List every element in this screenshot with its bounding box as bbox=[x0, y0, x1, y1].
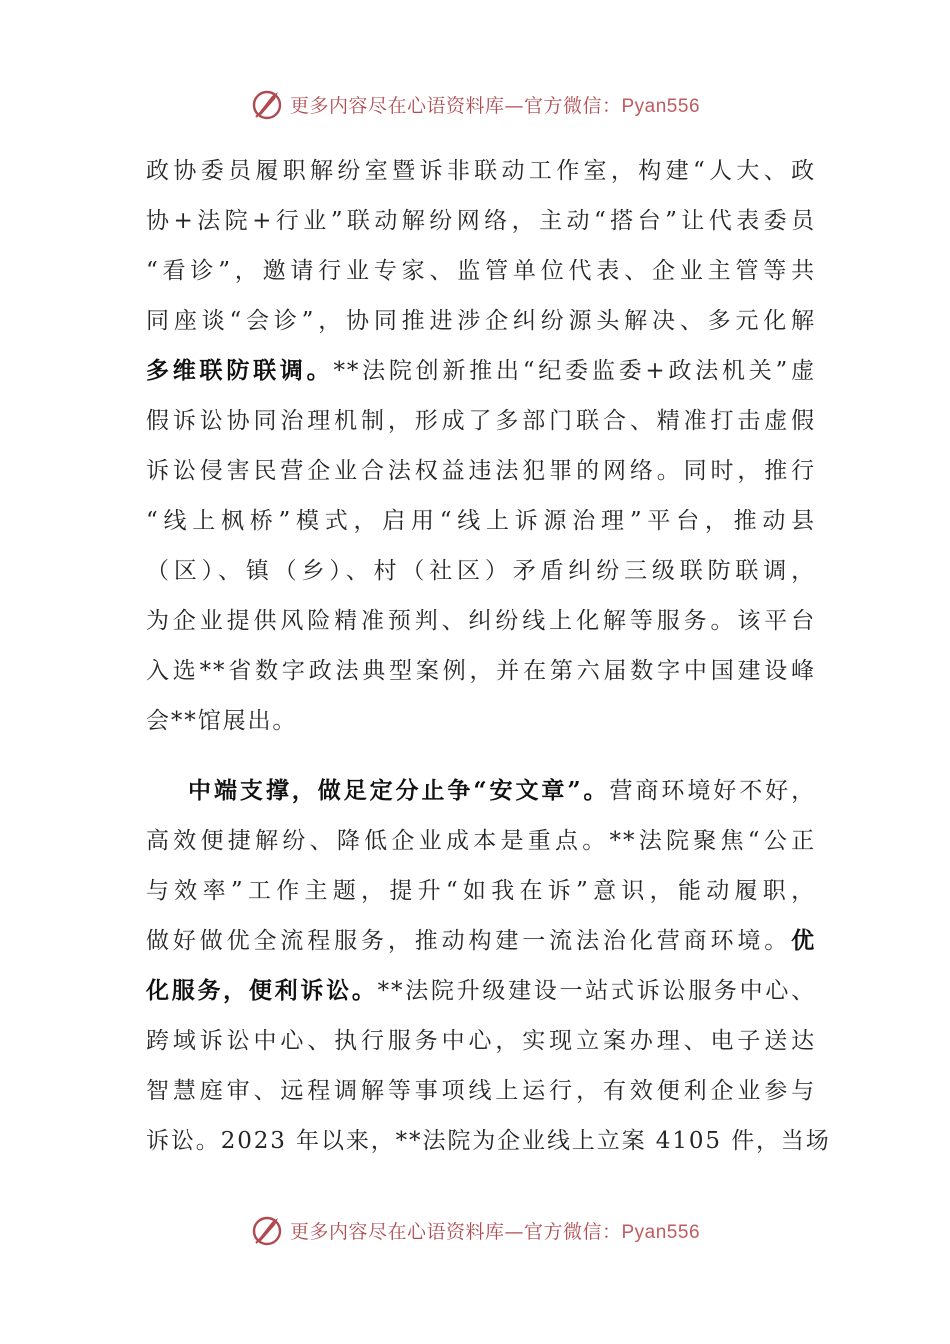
watermark-text: 更多内容尽在心语资料库—官方微信：Pyan556 bbox=[289, 94, 701, 117]
text-line: 多维联防联调。**法院创新推出“纪委监委+政法机关”虚 bbox=[146, 357, 816, 384]
quill-pen-circle-icon bbox=[250, 87, 284, 121]
text-line: 政协委员履职解纷室暨诉非联动工作室，构建“人大、政 bbox=[146, 158, 816, 184]
subheading-bold: 优 bbox=[791, 927, 816, 954]
subheading-bold: 多维联防联调。 bbox=[146, 357, 334, 384]
text-line: 高效便捷解纷、降低企业成本是重点。**法院聚焦“公正 bbox=[146, 828, 816, 854]
text-line: 协+法院+行业”联动解纷网络，主动“搭台”让代表委员 bbox=[146, 208, 816, 234]
text-line: 入选**省数字政法典型案例，并在第六届数字中国建设峰 bbox=[146, 658, 816, 684]
paragraph-midend-support bbox=[146, 766, 831, 1166]
text-line: 与效率”工作主题，提升“如我在诉”意识，能动履职， bbox=[146, 878, 816, 904]
text-line: 化服务，便利诉讼。**法院升级建设一站式诉讼服务中心、 bbox=[146, 977, 817, 1004]
text-line: 为企业提供风险精准预判、纠纷线上化解等服务。该平台 bbox=[146, 608, 816, 634]
subheading-bold: 化服务，便利诉讼。 bbox=[146, 977, 378, 1004]
text-line: 同座谈“会诊”，协同推进涉企纠纷源头解决、多元化解 bbox=[146, 308, 816, 334]
header-watermark bbox=[0, 84, 950, 124]
quill-pen-circle-icon bbox=[250, 1213, 284, 1247]
text-line: 诉讼。2023 年以来，**法院为企业线上立案 4105 件，当场 bbox=[146, 1128, 831, 1154]
text-line: （区）、镇（乡）、村（社区）矛盾纠纷三级联防联调， bbox=[146, 558, 816, 584]
document-body bbox=[146, 146, 831, 1166]
text-line: “线上枫桥”模式，启用“线上诉源治理”平台，推动县 bbox=[146, 508, 816, 534]
wechat-id: Pyan556 bbox=[621, 1221, 701, 1243]
footer-watermark bbox=[0, 1210, 950, 1250]
paragraph-dispute-resolution bbox=[146, 146, 816, 746]
text-line: 做好做优全流程服务，推动构建一流法治化营商环境。优 bbox=[146, 927, 816, 954]
text-line: 中端支撑，做足定分止争“安文章”。营商环境好不好， bbox=[188, 777, 817, 804]
section-heading-bold: 中端支撑，做足定分止争“安文章”。 bbox=[188, 777, 610, 804]
text-line: “看诊”，邀请行业专家、监管单位代表、企业主管等共 bbox=[146, 258, 816, 284]
text-line: 假诉讼协同治理机制，形成了多部门联合、精准打击虚假 bbox=[146, 408, 816, 434]
text-line: 诉讼侵害民营企业合法权益违法犯罪的网络。同时，推行 bbox=[146, 458, 816, 484]
text-line: 智慧庭审、远程调解等事项线上运行，有效便利企业参与 bbox=[146, 1078, 816, 1104]
text-line: 跨域诉讼中心、执行服务中心，实现立案办理、电子送达 bbox=[146, 1028, 816, 1054]
watermark-text: 更多内容尽在心语资料库—官方微信：Pyan556 bbox=[289, 1220, 701, 1243]
wechat-id: Pyan556 bbox=[621, 95, 701, 117]
text-line: 会**馆展出。 bbox=[146, 708, 298, 734]
